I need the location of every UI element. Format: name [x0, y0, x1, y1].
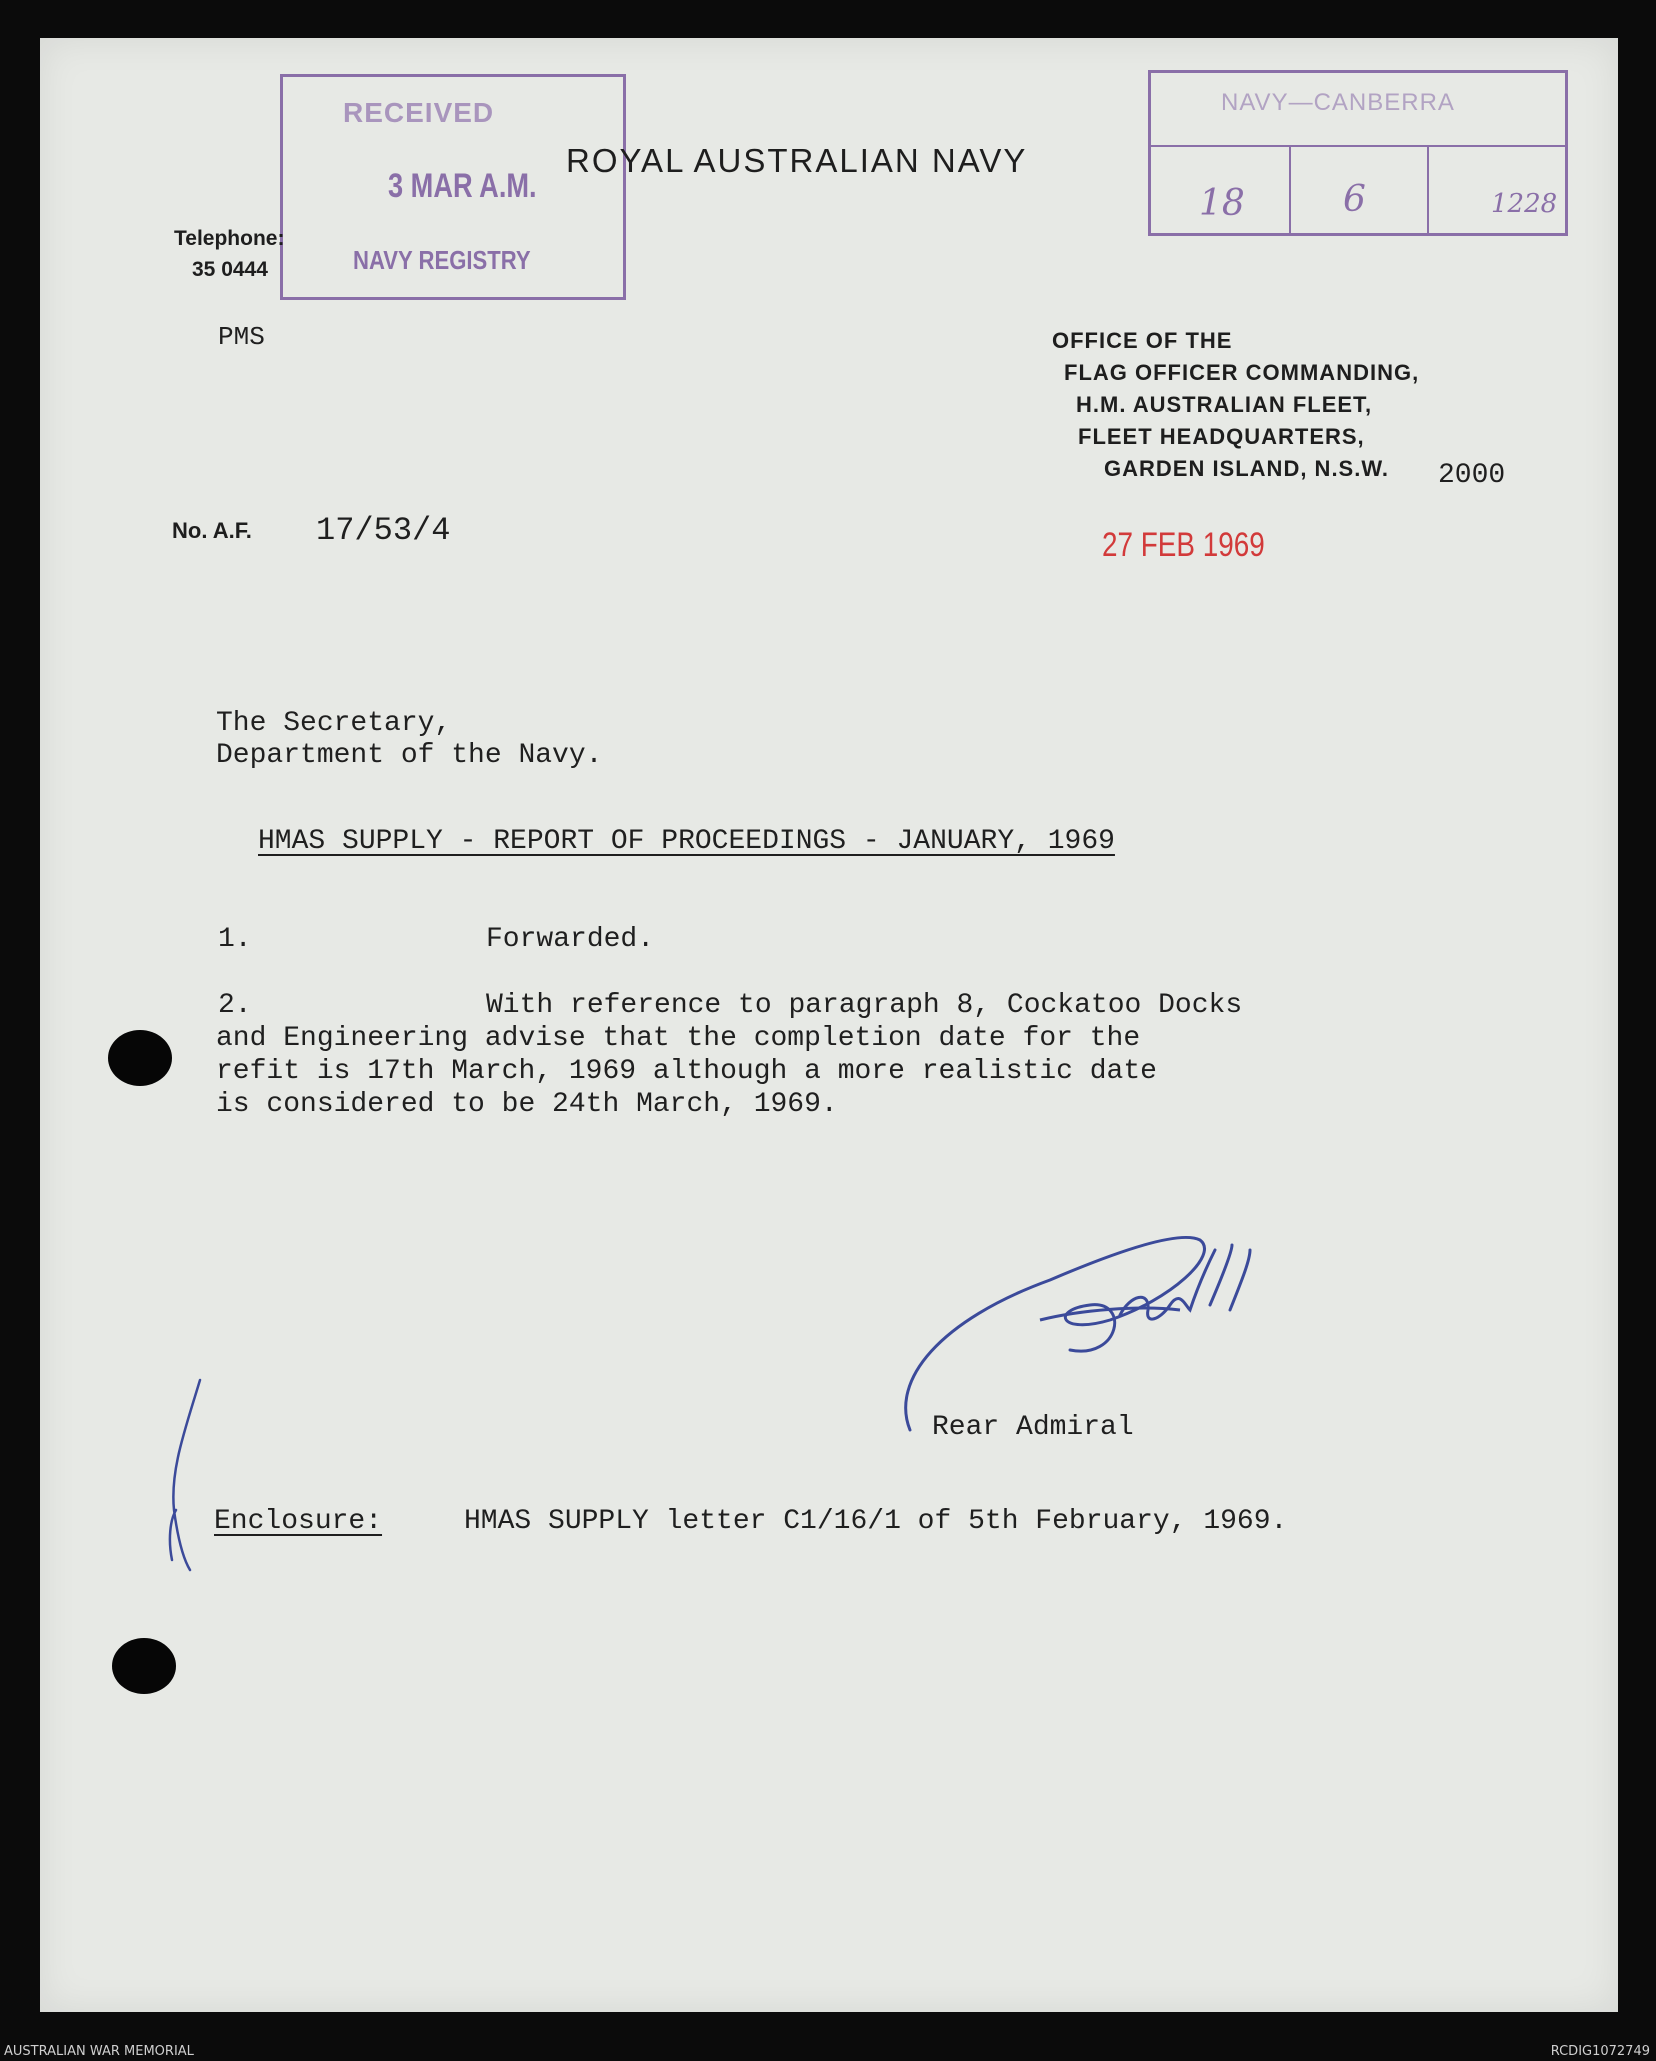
telephone-number: 35 0444: [192, 258, 268, 281]
canberra-stamp: [1148, 70, 1568, 236]
stamp-divider: [1289, 145, 1291, 233]
punch-hole-bottom: [112, 1638, 176, 1694]
reference-pms: PMS: [218, 322, 265, 352]
archive-footer-right: RCDIG1072749: [1550, 2044, 1650, 2059]
margin-tick-mark: [160, 1370, 220, 1580]
letterhead-title: ROYAL AUSTRALIAN NAVY: [566, 142, 1028, 179]
date-stamp: 27 FEB 1969: [1102, 526, 1265, 564]
postcode: 2000: [1438, 460, 1506, 491]
paragraph-1-number: 1.: [218, 924, 252, 955]
paragraph-2-line-4: is considered to be 24th March, 1969.: [216, 1089, 838, 1120]
enclosure-label: Enclosure:: [214, 1506, 383, 1537]
canberra-stamp-title: NAVY—CANBERRA: [1221, 89, 1455, 116]
subject-line: HMAS SUPPLY - REPORT OF PROCEEDINGS - JANUARY, 1969: [258, 826, 1115, 857]
punch-hole-top: [108, 1030, 172, 1086]
addressee-line-2: Department of the Navy.: [216, 740, 603, 771]
stamp-divider: [1427, 145, 1429, 233]
received-stamp-registry: NAVY REGISTRY: [353, 245, 531, 275]
paragraph-2-line-3: refit is 17th March, 1969 although a more realistic date: [216, 1056, 1157, 1087]
received-stamp-line1: RECEIVED: [343, 97, 495, 128]
address-line-5: GARDEN ISLAND, N.S.W.: [1104, 456, 1390, 481]
paragraph-2-line-1: With reference to paragraph 8, Cockatoo Docks: [486, 990, 1243, 1021]
address-line-4: FLEET HEADQUARTERS,: [1078, 424, 1365, 449]
archive-footer-left: AUSTRALIAN WAR MEMORIAL: [4, 2044, 194, 2059]
paragraph-1-text: Forwarded.: [486, 924, 655, 955]
paragraph-2-number: 2.: [218, 990, 252, 1021]
received-stamp-date: 3 MAR A.M.: [388, 167, 537, 205]
address-line-1: OFFICE OF THE: [1052, 328, 1233, 353]
stamp-cell-2: 6: [1343, 179, 1366, 220]
paragraph-2-line-2: and Engineering advise that the completion date for the: [216, 1023, 1141, 1054]
file-number-value: 17/53/4: [316, 512, 451, 549]
signature-rank: Rear Admiral: [932, 1412, 1134, 1443]
file-number-label: No. A.F.: [172, 518, 252, 543]
address-line-3: H.M. AUSTRALIAN FLEET,: [1076, 392, 1373, 417]
telephone-label: Telephone:: [174, 227, 285, 250]
enclosure-text: HMAS SUPPLY letter C1/16/1 of 5th February, 1969.: [464, 1506, 1288, 1537]
received-stamp: [280, 74, 626, 300]
addressee-line-1: The Secretary,: [216, 708, 452, 739]
stamp-divider: [1151, 145, 1565, 147]
address-line-2: FLAG OFFICER COMMANDING,: [1064, 360, 1420, 385]
stamp-cell-3: 1228: [1491, 189, 1558, 219]
stamp-cell-1: 18: [1199, 183, 1245, 224]
